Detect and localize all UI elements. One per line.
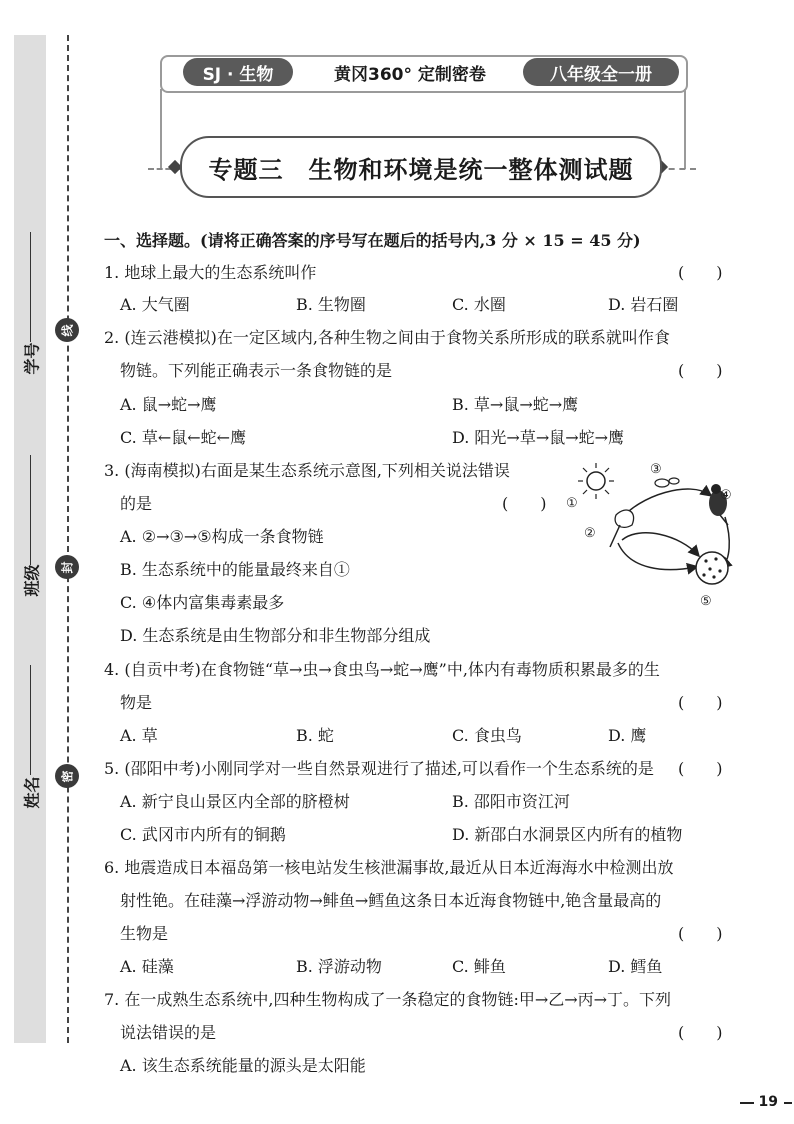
- cut-line: [67, 35, 69, 1043]
- diagram-label-5: ⑤: [700, 594, 712, 609]
- q4-option-c: C. 食虫鸟: [452, 726, 522, 745]
- q5-option-a: A. 新宁良山景区内全部的脐橙树: [120, 792, 350, 811]
- q6-option-b: B. 浮游动物: [296, 957, 382, 976]
- q4-option-a: A. 草: [120, 726, 158, 745]
- q3-option-d: D. 生态系统是由生物部分和非生物部分组成: [120, 626, 431, 645]
- ecosystem-diagram: [560, 455, 750, 615]
- q2-option-c: C. 草←鼠←蛇←鹰: [120, 428, 247, 447]
- q7-answer-bracket: ( ): [678, 1023, 723, 1042]
- q2-option-d: D. 阳光→草→鼠→蛇→鹰: [452, 428, 625, 447]
- q7-stem-line2: 说法错误的是: [120, 1023, 217, 1042]
- page-number-dash-right: [784, 1102, 792, 1104]
- q6-stem-line2: 射性铯。在硅藻→浮游动物→鲱鱼→鳕鱼这条日本近海食物链中,铯含量最高的: [120, 891, 662, 910]
- q3-answer-bracket: ( ): [502, 494, 547, 513]
- q4-option-d: D. 鹰: [608, 726, 647, 745]
- q6-stem-line3: 生物是: [120, 924, 169, 943]
- flow-arrow-middle: [622, 533, 698, 555]
- q4-answer-bracket: ( ): [678, 693, 723, 712]
- q2-answer-bracket: ( ): [678, 361, 723, 380]
- q5-option-b: B. 邵阳市资江河: [452, 792, 570, 811]
- leaf-icon: [610, 510, 634, 547]
- diagram-label-1: ①: [566, 496, 578, 511]
- decomposer-icon: [696, 552, 728, 584]
- q6-option-d: D. 鳕鱼: [608, 957, 663, 976]
- q1-answer-bracket: ( ): [678, 263, 723, 282]
- q6-option-c: C. 鲱鱼: [452, 957, 506, 976]
- q7-option-a: A. 该生态系统能量的源头是太阳能: [120, 1056, 366, 1075]
- q3-option-b: B. 生态系统中的能量最终来自①: [120, 560, 350, 579]
- student-id-label: 学号: [22, 342, 42, 375]
- name-line: [30, 665, 31, 775]
- q2-stem-line2: 物链。下列能正确表示一条食物链的是: [120, 361, 393, 380]
- q7-stem-line1: 7. 在一成熟生态系统中,四种生物构成了一条稳定的食物链:甲→乙→丙→丁。下列: [104, 990, 672, 1009]
- section-heading: 一、选择题。(请将正确答案的序号写在题后的括号内,3 分 × 15 = 45 分): [104, 231, 641, 250]
- name-label: 姓名: [22, 776, 42, 809]
- q2-option-b: B. 草→鼠→蛇→鹰: [452, 395, 579, 414]
- class-label: 班级: [22, 564, 42, 597]
- q2-option-a: A. 鼠→蛇→鹰: [120, 395, 217, 414]
- student-id-line: [30, 232, 31, 342]
- header-connector-left: [160, 89, 162, 169]
- class-line: [30, 455, 31, 565]
- q3-option-c: C. ④体内富集毒素最多: [120, 593, 285, 612]
- insect-icon: [655, 478, 679, 487]
- diagram-label-4: ④: [720, 488, 732, 503]
- q2-stem-line1: 2. (连云港模拟)在一定区域内,各种生物之间由于食物关系所形成的联系就叫作食: [104, 328, 670, 347]
- mark-line: 线: [55, 318, 79, 342]
- series-name: 黄冈360° 定制密卷: [330, 60, 490, 85]
- q1-option-c: C. 水圈: [452, 295, 506, 314]
- q1-option-b: B. 生物圈: [296, 295, 366, 314]
- subject-badge: SJ · 生物: [183, 58, 293, 86]
- q4-stem-line2: 物是: [120, 693, 153, 712]
- grade-badge: 八年级全一册: [523, 58, 679, 86]
- q6-stem-line1: 6. 地震造成日本福岛第一核电站发生核泄漏事故,最近从日本近海海水中检测出放: [104, 858, 674, 877]
- q6-answer-bracket: ( ): [678, 924, 723, 943]
- page-number-dash-left: [740, 1102, 754, 1104]
- q5-option-d: D. 新邵白水洞景区内所有的植物: [452, 825, 683, 844]
- q5-stem: 5. (邵阳中考)小刚同学对一些自然景观进行了描述,可以看作一个生态系统的是: [104, 759, 654, 778]
- q4-option-b: B. 蛇: [296, 726, 334, 745]
- q6-option-a: A. 硅藻: [120, 957, 174, 976]
- test-title: 专题三 生物和环境是统一整体测试题: [180, 136, 662, 198]
- q5-answer-bracket: ( ): [678, 759, 723, 778]
- mark-seal: 封: [55, 555, 79, 579]
- q1-option-d: D. 岩石圈: [608, 295, 679, 314]
- mark-secret: 密: [55, 764, 79, 788]
- header-connector-right: [684, 89, 686, 169]
- q3-option-a: A. ②→③→⑤构成一条食物链: [120, 527, 324, 546]
- sun-icon: [578, 463, 614, 499]
- page-number: 19: [758, 1094, 778, 1110]
- q3-stem-line1: 3. (海南模拟)右面是某生态系统示意图,下列相关说法错误: [104, 461, 510, 480]
- diagram-label-3: ③: [650, 462, 662, 477]
- q3-stem-line2: 的是: [120, 494, 153, 513]
- q1-option-a: A. 大气圈: [120, 295, 190, 314]
- q4-stem-line1: 4. (自贡中考)在食物链“草→虫→食虫鸟→蛇→鹰”中,体内有毒物质积累最多的生: [104, 660, 660, 679]
- q1-stem: 1. 地球上最大的生态系统叫作: [104, 263, 317, 282]
- diagram-label-2: ②: [584, 526, 596, 541]
- q5-option-c: C. 武冈市内所有的铜鹅: [120, 825, 286, 844]
- flow-arrow-bottom: [618, 543, 696, 570]
